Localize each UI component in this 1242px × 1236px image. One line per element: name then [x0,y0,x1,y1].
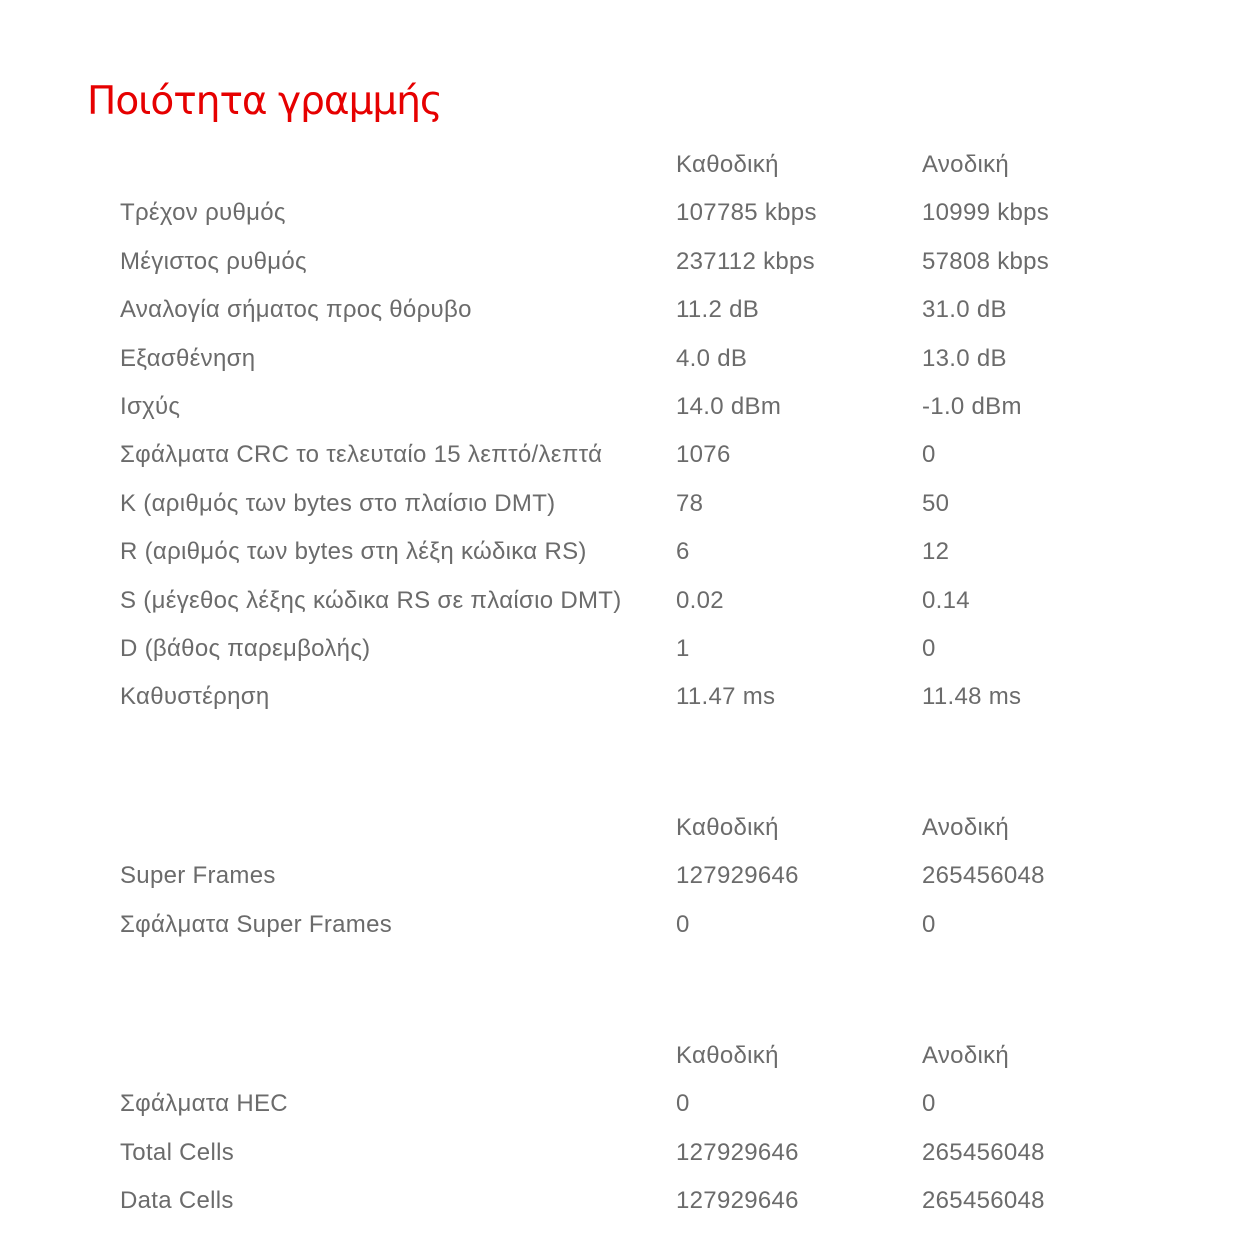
row-label: Super Frames [120,862,276,890]
row-downstream-value: 11.47 ms [676,683,776,711]
row-downstream-value: 0 [676,910,690,938]
page-title: Ποιότητα γραμμής [87,79,442,124]
row-label: Σφάλματα Super Frames [120,910,393,938]
row-label: Data Cells [120,1187,234,1215]
row-upstream-value: 0 [922,910,936,938]
header-upstream: Ανοδική [922,1042,1010,1069]
table-row [0,911,1242,959]
row-label: Σφάλματα CRC το τελευταίο 15 λεπτό/λεπτά [120,441,603,469]
table-row [0,1187,1242,1235]
row-upstream-value: 31.0 dB [922,296,1007,324]
row-upstream-value: 265456048 [922,862,1045,890]
header-downstream: Καθοδική [676,151,779,178]
table-row [0,1139,1242,1187]
row-label: Total Cells [120,1138,235,1166]
table-row [0,862,1242,910]
table-header-row [0,151,1242,199]
row-downstream-value: 1076 [676,441,731,469]
row-downstream-value: 127929646 [676,1138,799,1166]
header-upstream: Ανοδική [922,151,1010,178]
row-label: Αναλογία σήματος προς θόρυβο [120,296,472,324]
row-downstream-value: 0 [676,1090,690,1118]
row-downstream-value: 1 [676,634,690,662]
table-row [0,441,1242,489]
table-row [0,393,1242,441]
row-label: Μέγιστος ρυθμός [120,247,307,275]
line-stats-table [0,151,1242,732]
row-upstream-value: 0 [922,441,936,469]
row-label: Ισχύς [120,392,181,420]
row-downstream-value: 107785 kbps [676,199,817,227]
table-row [0,683,1242,731]
table-header-row [0,1042,1242,1090]
row-label: Σφάλματα HEC [120,1090,288,1118]
header-downstream: Καθοδική [676,1042,779,1069]
row-upstream-value: 265456048 [922,1138,1045,1166]
row-upstream-value: 265456048 [922,1187,1045,1215]
row-label: K (αριθμός των bytes στο πλαίσιο DMT) [120,489,556,517]
table-row [0,538,1242,586]
row-label: D (βάθος παρεμβολής) [120,634,371,662]
row-upstream-value: 0.14 [922,586,970,614]
table-row [0,490,1242,538]
row-upstream-value: 11.48 ms [922,683,1022,711]
table-row [0,248,1242,296]
row-label: Καθυστέρηση [120,683,270,711]
table-row [0,1090,1242,1138]
row-label: Τρέχον ρυθμός [120,199,286,227]
header-downstream: Καθοδική [676,814,779,841]
row-upstream-value: 10999 kbps [922,199,1050,227]
row-upstream-value: 13.0 dB [922,344,1007,372]
row-label: R (αριθμός των bytes στη λέξη κώδικα RS) [120,538,587,566]
row-label: S (μέγεθος λέξης κώδικα RS σε πλαίσιο DMT) [120,586,622,614]
table-row [0,635,1242,683]
row-upstream-value: 12 [922,538,950,566]
row-downstream-value: 4.0 dB [676,344,748,372]
row-downstream-value: 127929646 [676,1187,799,1215]
row-upstream-value: 0 [922,634,936,662]
row-upstream-value: -1.0 dBm [922,392,1022,420]
frame-stats-table [0,814,1242,959]
row-downstream-value: 0.02 [676,586,724,614]
row-upstream-value: 50 [922,489,950,517]
table-row [0,587,1242,635]
cell-stats-table [0,1042,1242,1236]
row-downstream-value: 11.2 dB [676,296,760,324]
row-downstream-value: 237112 kbps [676,247,815,275]
row-downstream-value: 127929646 [676,862,799,890]
row-downstream-value: 78 [676,489,704,517]
table-row [0,345,1242,393]
row-label: Εξασθένηση [120,344,256,372]
row-downstream-value: 14.0 dBm [676,392,782,420]
table-row [0,296,1242,344]
table-header-row [0,814,1242,862]
table-row [0,199,1242,247]
header-upstream: Ανοδική [922,814,1010,841]
row-upstream-value: 0 [922,1090,936,1118]
row-downstream-value: 6 [676,538,690,566]
row-upstream-value: 57808 kbps [922,247,1050,275]
